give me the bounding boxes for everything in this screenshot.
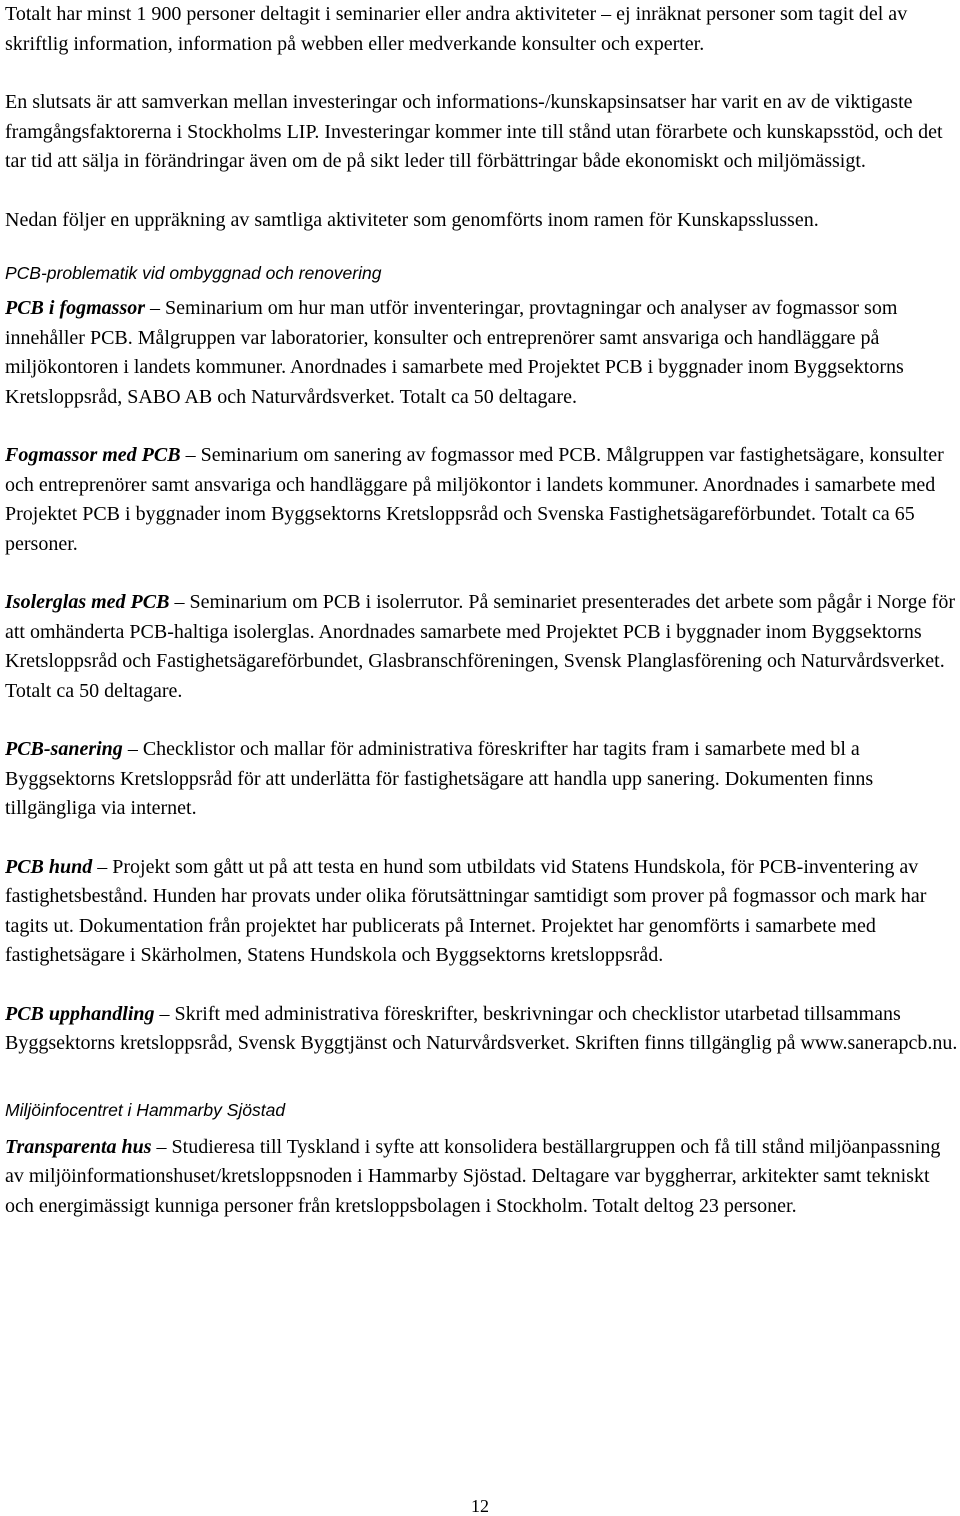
entry-title: PCB upphandling <box>5 1002 155 1025</box>
document-page <box>5 0 960 1221</box>
entry-text: Checklistor och mallar för administrativa föreskrifter har tagits fram i samarbete med bl a Byggsektorns Kretsloppsråd för att underlätta för fastighetsägare att handla upp sanering. Dokumenten finns tillgängliga via internet. <box>5 738 874 819</box>
entry-fogmassor-med-pcb <box>5 441 960 559</box>
entry-dash: – <box>159 1002 170 1025</box>
entry-text: Projekt som gått ut på att testa en hund som utbildats vid Statens Hundskola, för PCB-inventering av fastighetsbestånd. Hunden har provats under olika förutsättningar samtidigt som prover på fogmassor och mark har tagits ut. Dokumentation från projektet har publicerats på Internet. Projektet har genomförts i samarbete med fastighetsägare i Skärholmen, Statens Hundskola och Byggsektorns kretsloppsråd. <box>5 855 927 966</box>
intro-paragraph-2: En slutsats är att samverkan mellan investeringar och informations-/kunskapsinsatser har varit en av de viktigaste framgångsfaktorerna i Stockholms LIP. Investeringar kommer inte till stånd utan förarbete och kunskapsstöd, och det tar tid att sälja in förändringar även om de på sikt leder till förbättringar både ekonomiskt och miljömässigt. <box>5 91 943 172</box>
entry-dash: – <box>174 591 185 613</box>
entry-dash: – <box>127 738 138 760</box>
entry-isolerglas-med-pcb <box>5 588 960 706</box>
entry-title: PCB hund <box>5 855 93 878</box>
entry-pcb-sanering <box>5 735 960 824</box>
entry-dash: – <box>156 1135 167 1158</box>
entry-text: Skrift med administrativa föreskrifter, beskrivningar och checklistor utarbetad tillsammans Byggsektorns kretsloppsråd, Svensk Byggtjänst och Naturvårdsverket. Skriften finns tillgänglig på www.sanerapcb.nu. <box>5 1002 958 1054</box>
entry-pcb-i-fogmassor <box>5 294 960 412</box>
entry-title: Fogmassor med PCB <box>5 444 181 466</box>
entry-pcb-hund <box>5 853 960 971</box>
entry-text: Seminarium om hur man utför inventeringar, provtagningar och analyser av fogmassor som innehåller PCB. Målgruppen var laboratorier, konsulter och entreprenörer samt ansvariga och handläggare på miljökontoren i landets kommuner. Anordnades i samarbete med Projektet PCB i byggnader inom Byggsektorns Kretsloppsråd, SABO AB och Naturvårdsverket. Totalt ca 50 deltagare. <box>5 297 904 408</box>
entry-dash: – <box>97 855 108 878</box>
entry-title: Transparenta hus <box>5 1135 152 1158</box>
section-heading-miljoinfocentret: Miljöinfocentret i Hammarby Sjöstad <box>5 1099 286 1120</box>
intro-paragraph-3: Nedan följer en uppräkning av samtliga aktiviteter som genomförts inom ramen för Kunskapsslussen. <box>5 208 819 231</box>
entry-pcb-upphandling <box>5 1000 960 1059</box>
entry-transparenta-hus <box>5 1133 960 1222</box>
entry-text: Seminarium om sanering av fogmassor med PCB. Målgruppen var fastighetsägare, konsulter och entreprenörer samt ansvariga och handläggare på miljökontor i landets kommuner. Anordnades i samarbete med Projektet PCB i byggnader inom Byggsektorns Kretsloppsråd och Svenska Fastighetsägareförbundet. Totalt ca 65 personer. <box>5 444 944 555</box>
entry-title: PCB i fogmassor <box>5 297 146 319</box>
entry-dash: – <box>150 297 161 319</box>
section-heading-pcb: PCB-problematik vid ombyggnad och renovering <box>5 263 382 283</box>
entry-text: Seminarium om PCB i isolerrutor. På seminariet presenterades det arbete som pågår i Norge för att omhänderta PCB-haltiga isolerglas. Anordnades samarbete med Projektet PCB i byggnader inom Byggsektorns Kretsloppsråd och Fastighetsägareförbundet, Glasbranschföreningen, Svensk Planglasförening och Naturvårdsverket. Totalt ca 50 deltagare. <box>5 591 955 702</box>
entry-title: PCB-sanering <box>5 738 123 760</box>
entry-text: Studieresa till Tyskland i syfte att konsolidera beställargruppen och få till stånd miljöanpassning av miljöinformationshuset/kretsloppsnoden i Hammarby Sjöstad. Deltagare var byggherrar, arkitekter samt tekniskt och energimässigt kunniga personer från kretsloppsbolagen i Stockholm. Totalt deltog 23 personer. <box>5 1135 941 1217</box>
intro-paragraph-1: Totalt har minst 1 900 personer deltagit i seminarier eller andra aktiviteter – ej inräknat personer som tagit del av skriftlig information, information på webben eller medverkande konsulter och experter. <box>5 3 908 55</box>
entry-dash: – <box>185 444 196 466</box>
entry-title: Isolerglas med PCB <box>5 591 170 613</box>
page-number: 12 <box>471 1496 489 1516</box>
